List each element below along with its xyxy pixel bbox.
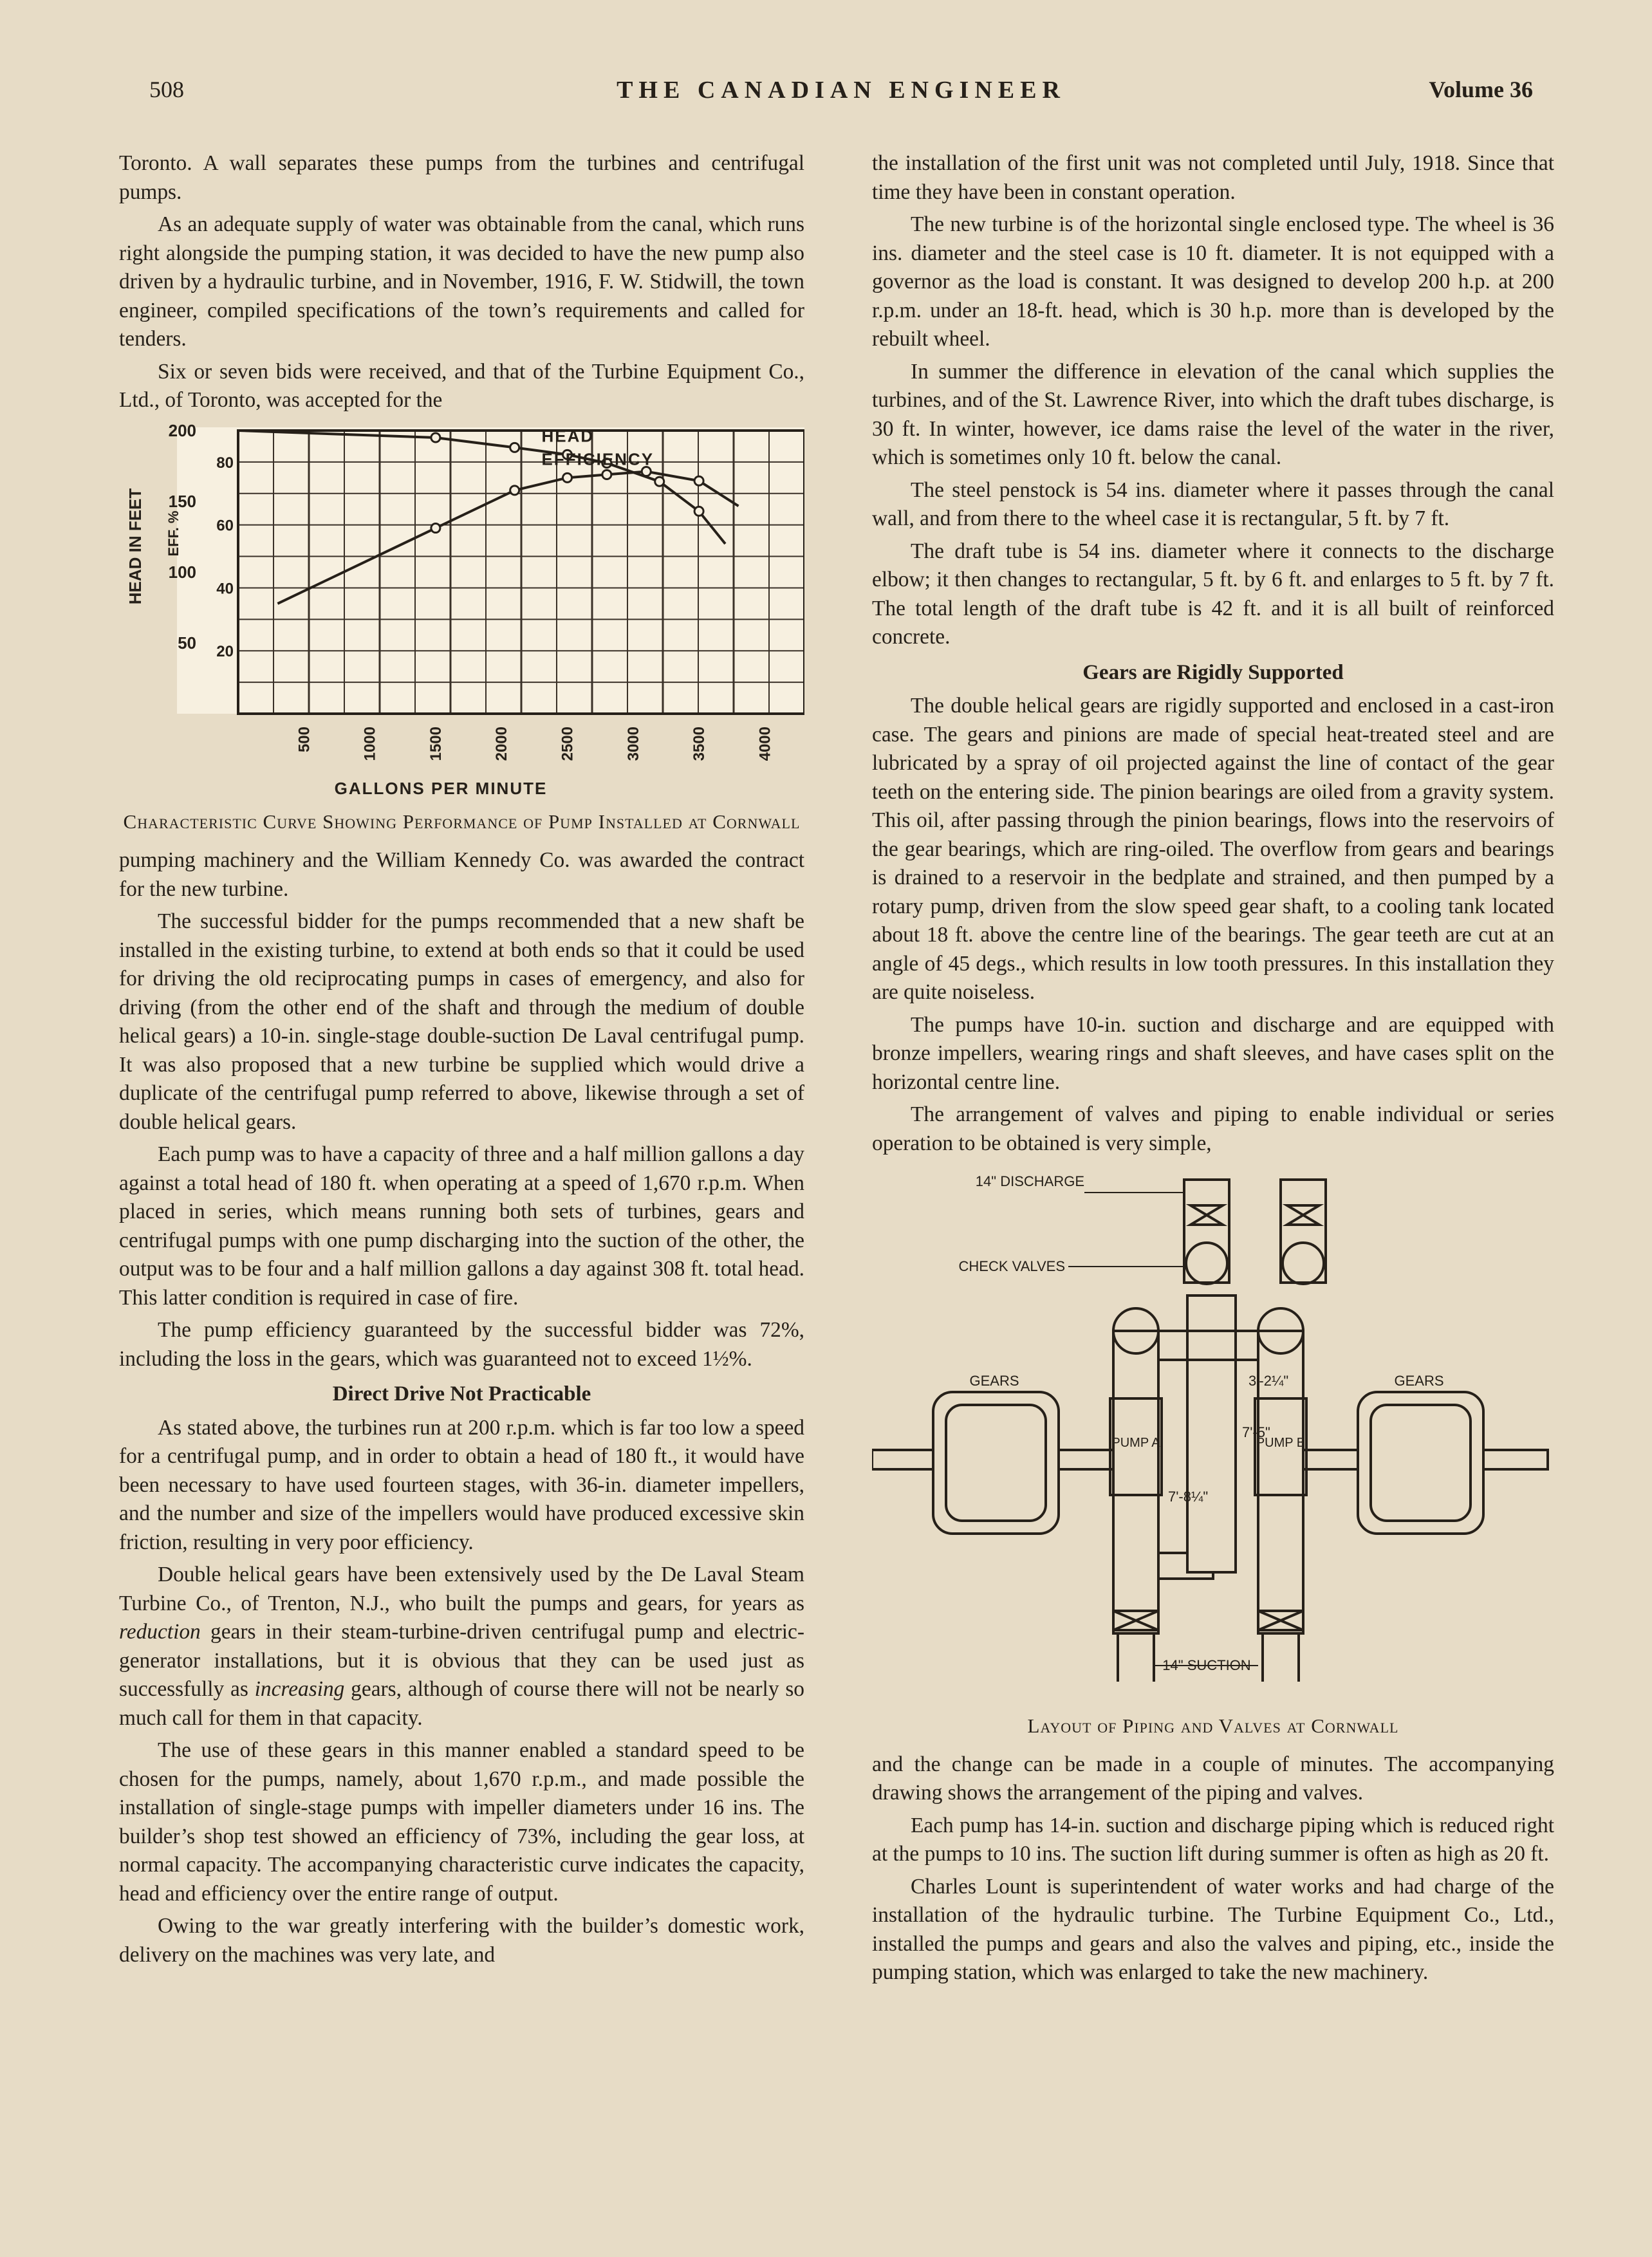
paragraph: The draft tube is 54 ins. diameter where it connects to the discharge elbow; it then changes to rectangular, 5 ft. by 6 ft. and enlarges to 5 ft. by 7 ft. The total length of the draft tube is 42 ft. and it is all built of reinforced concrete. <box>872 539 1554 649</box>
paragraph: pumping machinery and the William Kennedy Co. was awarded the contract for the new turbine. <box>119 848 804 901</box>
text-run: gears in their steam-turbine-driven centrifugal pump and electric-generator installations, but it is obvious that they can be used just as successfully as <box>119 1620 804 1701</box>
page-number: 508 <box>149 77 184 102</box>
paragraph: and the change can be made in a couple of minutes. The accompanying drawing shows the arrangement of the piping and valves. <box>872 1752 1554 1805</box>
section-heading: Gears are Rigidly Supported <box>1082 660 1344 684</box>
gear-box-left-inner <box>946 1405 1046 1521</box>
figure-caption: Characteristic Curve Showing Performance of Pump Installed at Cornwall <box>123 810 801 833</box>
performance-chart-figure <box>119 424 804 835</box>
chart-y-tick-label-head: 50 <box>178 633 196 653</box>
chart-x-tick-label: 2000 <box>493 726 511 761</box>
chart-y-tick-label-eff: 40 <box>216 579 234 597</box>
running-title: THE CANADIAN ENGINEER <box>617 77 1066 104</box>
paragraph: Each pump has 14-in. suction and discharge piping which is reduced right at the pumps to 10 ins. The suction lift during summer is often as high as 20 ft. <box>872 1813 1554 1866</box>
chart-y-tick-label-eff: 80 <box>216 454 234 472</box>
dimension-top: 3'-2¼" <box>1248 1373 1289 1389</box>
paragraph: the installation of the first unit was not completed until July, 1918. Since that time they have been in constant operation. <box>872 151 1554 204</box>
gate-valve-icon <box>1287 1205 1319 1225</box>
cross-pipe-bottom <box>1158 1553 1213 1579</box>
figure-caption: Layout of Piping and Valves at Cornwall <box>1027 1714 1399 1737</box>
section-heading: Direct Drive Not Practicable <box>332 1382 591 1406</box>
chart-y-tick-label-head: 200 <box>168 423 196 440</box>
shaft-right <box>1483 1450 1548 1469</box>
chart-y-tick-label-head: 100 <box>168 562 196 582</box>
chart-data-point <box>694 476 703 485</box>
chart-y-tick-label-eff: 60 <box>216 517 234 535</box>
pump-a-pipe <box>1113 1331 1158 1633</box>
pump-b-label: PUMP B <box>1256 1436 1306 1450</box>
pump-a-label: PUMP A <box>1111 1436 1160 1450</box>
shaft-right-pump <box>1303 1450 1358 1469</box>
emphasis: reduction <box>119 1620 201 1644</box>
text-run: gears, although of course there will not be nearly so much call for them in that capacity. <box>119 1677 805 1730</box>
dimension-left: 7'-8¼" <box>1168 1489 1209 1505</box>
chart-x-tick-label: 1000 <box>361 726 379 761</box>
gears-label-right: GEARS <box>1394 1373 1444 1389</box>
paragraph: The steel penstock is 54 ins. diameter where it passes through the canal wall, and from there to the wheel case it is rectangular, 5 ft. by 7 ft. <box>872 478 1554 530</box>
gate-valve-icon <box>1113 1611 1158 1630</box>
text-run: Double helical gears have been extensively used by the De Laval Steam Turbine Co., of Trenton, N.J., who built the pumps and gears, for years as <box>119 1563 804 1615</box>
chart-x-tick-label: 1500 <box>427 726 445 761</box>
chart-data-point <box>431 523 440 532</box>
check-valve-icon <box>1283 1243 1324 1284</box>
paragraph: Six or seven bids were received, and that of the Turbine Equipment Co., Ltd., of Toronto, was accepted for the <box>119 359 804 412</box>
check-valves-label: CHECK VALVES <box>958 1258 1065 1274</box>
paragraph: The arrangement of valves and piping to enable individual or series operation to be obtained is very simple, <box>872 1102 1554 1155</box>
emphasis: increasing <box>254 1677 345 1701</box>
paragraph: The use of these gears in this manner enabled a standard speed to be chosen for the pumps, namely, about 1,670 r.p.m., and made possible the installation of single-stage pumps with impeller diameters under 16 ins. The builder’s shop test showed an efficiency of 73%, including the gear loss, at normal capacity. The accompanying characteristic curve indicates the capacity, head and efficiency over the entire range of output. <box>119 1738 804 1906</box>
chart-x-tick-label: 3500 <box>691 726 709 761</box>
chart-data-point <box>602 470 611 479</box>
chart-data-point <box>563 473 572 482</box>
paragraph: The double helical gears are rigidly supported and enclosed in a cast-iron case. The gears and pinions are made of special heat-treated steel and are lubricated by a spray of oil projected against the line of contact of the gear teeth on the entering side. The pinion bearings are oiled from a gravity system. This oil, after passing through the pinion bearings, flows into the reservoirs of the gear bearings, which are ring-oiled. The overflow from gears and bearings is drained to a reservoir in the bedplate and strained, and then pumped by a rotary pump, driven from the slow speed gear shaft, to a cooling tank located about 18 ft. above the centre line of the bearings. The gear teeth are cut at an angle of 45 degs., which results in low tooth pressures. In this installation they are quite noiseless. <box>872 694 1554 1004</box>
chart-x-tick-label: 500 <box>295 726 313 752</box>
discharge-label: 14" DISCHARGE <box>975 1173 1084 1189</box>
paragraph: As an adequate supply of water was obtainable from the canal, which runs right alongside the pumping station, it was decided to have the new pump also driven by a hydraulic turbine, and in November, 1916, F. W. Stidwill, the town engineer, compiled specifications of the town’s requirements and called for tenders. <box>119 212 804 351</box>
volume-label: Volume 36 <box>1429 77 1533 102</box>
chart-ylabel: HEAD IN FEET <box>125 488 145 604</box>
discharge-riser-a <box>1184 1180 1229 1283</box>
paragraph: Charles Lount is superintendent of water works and had charge of the installation of the hydraulic turbine. The Turbine Equipment Co., Ltd., installed the pumps and gears and also the valves and piping, etc., inside the pumping station, which was enlarged to take the new machinery. <box>872 1874 1554 1984</box>
suction-label: 14" SUCTION <box>1162 1657 1251 1673</box>
paragraph: Owing to the war greatly interfering with the builder’s domestic work, delivery on the machines was very late, and <box>119 1914 804 1967</box>
chart-background <box>177 427 804 714</box>
left-column <box>119 149 804 1973</box>
shaft-left-pump <box>1059 1450 1113 1469</box>
chart-x-tick-label: 4000 <box>756 726 774 761</box>
chart-data-point <box>510 485 519 494</box>
paragraph: Each pump was to have a capacity of three and a half million gallons a day against a total head of 180 ft. when operating at a speed of 1,670 r.p.m. When placed in series, which means running both sets of turbines, gears and centrifugal pumps with one pump discharging into the suction of the other, the output was to be four and a half million gallons a day against 308 ft. total head. This latter condition is required in case of fire. <box>119 1142 804 1310</box>
check-valve-icon <box>1186 1243 1227 1284</box>
paragraph: The successful bidder for the pumps recommended that a new shaft be installed in the existing turbine, to extend at both ends so that it could be used for driving the old reciprocating pumps in cases of emergency, and also for driving (from the other end of the shaft and through the medium of double helical gears) a 10-in. single-stage double-suction De Laval centrifugal pump. It was also proposed that a new turbine be supplied which would drive a duplicate of the centrifugal pump referred to above, likewise through a set of double helical gears. <box>119 909 804 1134</box>
piping-diagram-figure <box>872 1167 1554 1739</box>
paragraph <box>119 1561 804 1732</box>
chart-ylabel2: EFF. % <box>165 510 181 556</box>
chart-data-point <box>655 477 664 486</box>
chart-x-tick-label: 2500 <box>559 726 577 761</box>
chart-series-label: EFFICIENCY <box>541 449 654 469</box>
paragraph: The pump efficiency guaranteed by the successful bidder was 72%, including the loss in the gears, which was guaranteed not to exceed 1½%. <box>119 1318 804 1371</box>
chart-series-label: HEAD <box>541 425 595 445</box>
gears-label-left: GEARS <box>969 1373 1019 1389</box>
chart-data-point <box>431 433 440 442</box>
chart-xlabel: GALLONS PER MINUTE <box>334 778 548 797</box>
chart-x-tick-label: 3000 <box>624 726 642 761</box>
paragraph: The new turbine is of the horizontal single enclosed type. The wheel is 36 ins. diameter and the steel case is 10 ft. diameter. It is not equipped with a governor as the load is constant. It was designed to develop 200 h.p. at 200 r.p.m. under an 18-ft. head, which is 30 h.p. more than is developed by the rebuilt wheel. <box>872 212 1554 351</box>
gate-valve-icon <box>1258 1611 1303 1630</box>
gate-valve-icon <box>1191 1205 1223 1225</box>
paragraph: In summer the difference in elevation of the canal which supplies the turbines, and of the St. Lawrence River, into which the draft tubes discharge, is 30 ft. In winter, however, ice dams raise the level of the water in the river, which is sometimes only 10 ft. below the canal. <box>872 359 1554 469</box>
gear-box-left <box>933 1392 1059 1534</box>
chart-y-tick-label-head: 150 <box>168 491 196 511</box>
chart-data-point <box>510 443 519 452</box>
piping-diagram <box>872 1167 1554 1701</box>
gear-box-right <box>1358 1392 1483 1534</box>
dimension-right: 7'-5" <box>1242 1424 1270 1440</box>
right-column <box>872 149 1554 1991</box>
performance-chart <box>119 424 804 797</box>
series-pipe <box>1187 1296 1236 1572</box>
page-header <box>149 76 1533 115</box>
gear-box-right-inner <box>1371 1405 1471 1521</box>
shaft-left <box>872 1450 933 1469</box>
paragraph: Toronto. A wall separates these pumps from the turbines and centrifugal pumps. <box>119 151 804 204</box>
chart-data-point <box>694 506 703 515</box>
discharge-riser-b <box>1281 1180 1326 1283</box>
paragraph: As stated above, the turbines run at 200 r.p.m. which is far too low a speed for a centrifugal pump, and in order to obtain a head of 180 ft., it would have been necessary to have used fourteen stages, with 36-in. diameter impellers, and the number and size of the impellers would have produced excessive skin friction, resulting in very poor efficiency. <box>119 1415 804 1554</box>
paragraph: The pumps have 10-in. suction and discharge and are equipped with bronze impellers, wearing rings and shaft sleeves, and have cases split on the horizontal centre line. <box>872 1012 1554 1094</box>
chart-y-tick-label-eff: 20 <box>216 642 234 660</box>
